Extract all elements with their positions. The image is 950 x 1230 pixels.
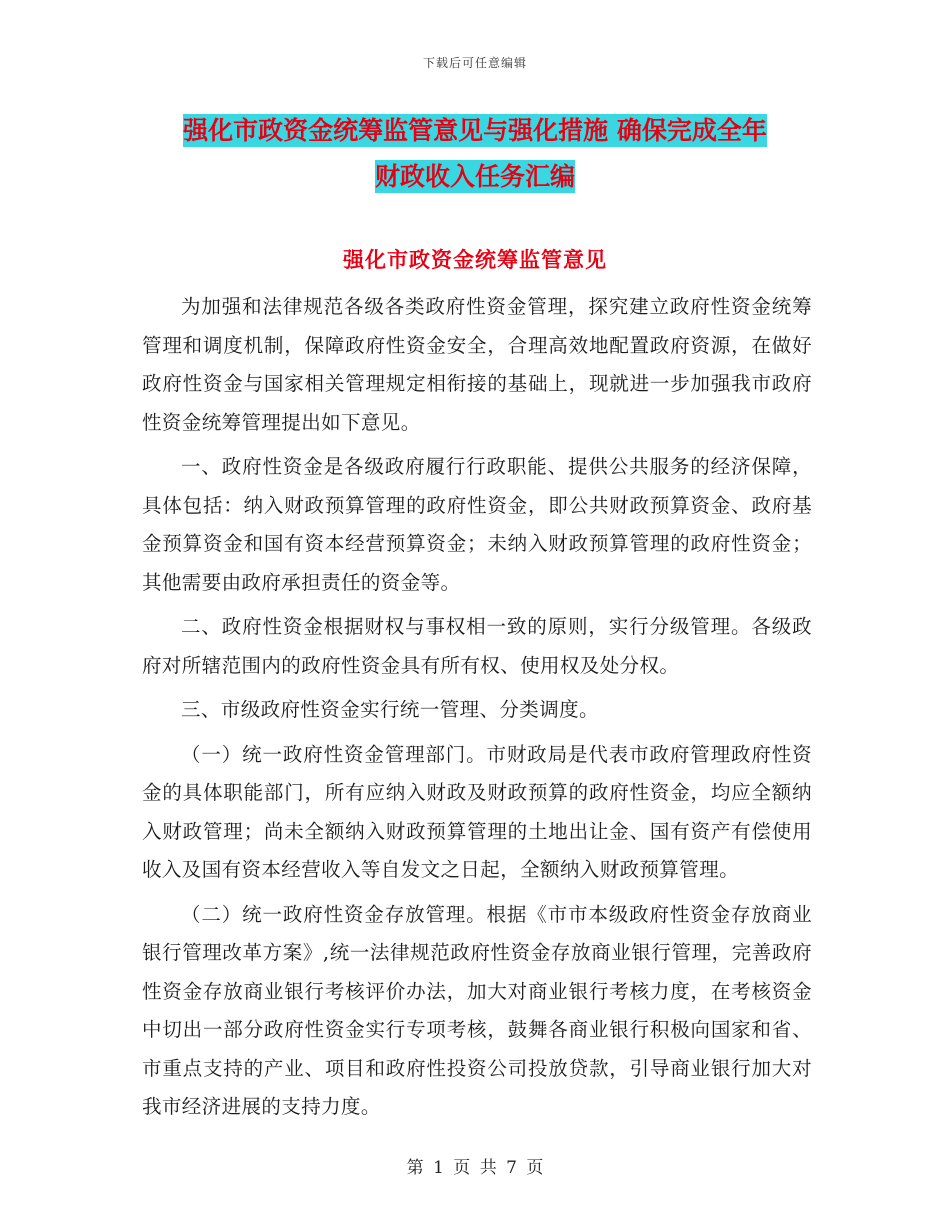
paragraph: 三、市级政府性资金实行统一管理、分类调度。 — [181, 698, 599, 721]
paragraph: （一）统一政府性资金管理部门。市财政局是代表市政府管理政府性资金的具体职能部门，所有应纳入财政及财政预算的政府性资金，均应全额纳入财政管理；尚未全额纳入财政预算管理的土地出让金、国有资产有偿使用收入及国有资本经营收入等自发文之日起，全额纳入财政预算管理。 — [142, 742, 812, 881]
paragraph: （二）统一政府性资金存放管理。根据《市市本级政府性资金存放商业银行管理改革方案》,统一法律规范政府性资金存放商业银行管理，完善政府性资金存放商业银行考核评价办法，加大对商业银行考核力度，在考核资金中切出一部分政府性资金实行专项考核，鼓舞各商业银行积极向国家和省、市重点支持的产业、项目和政府性投资公司投放贷款，引导商业银行加大对我市经济进展的支持力度。 — [142, 902, 812, 1118]
section-title: 强化市政资金统筹监管意见 — [343, 248, 607, 272]
document-title — [0, 108, 950, 200]
paragraph: 为加强和法律规范各级各类政府性资金管理，探究建立政府性资金统筹管理和调度机制，保障政府性资金安全，合理高效地配置政府资源，在做好政府性资金与国家相关管理规定相衔接的基础上，现就进一步加强我市政府性资金统筹管理提出如下意见。 — [142, 295, 812, 434]
paragraph: 一、政府性资金是各级政府履行行政职能、提供公共服务的经济保障，具体包括：纳入财政预算管理的政府性资金，即公共财政预算资金、政府基金预算资金和国有资本经营预算资金；未纳入财政预算管理的政府性资金；其他需要由政府承担责任的资金等。 — [142, 455, 812, 594]
page-number-footer: 第 1 页 共 7 页 — [406, 1158, 544, 1178]
document-body — [142, 288, 812, 1133]
paragraph: 二、政府性资金根据财权与事权相一致的原则，实行分级管理。各级政府对所辖范围内的政府性资金具有所有权、使用权及处分权。 — [142, 615, 812, 677]
document-title-line-2: 财政收入任务汇编 — [374, 162, 575, 191]
document-title-line-1: 强化市政资金统筹监管意见与强化措施 确保完成全年 — [183, 116, 767, 145]
page-header-note: 下载后可任意编辑 — [422, 56, 527, 70]
